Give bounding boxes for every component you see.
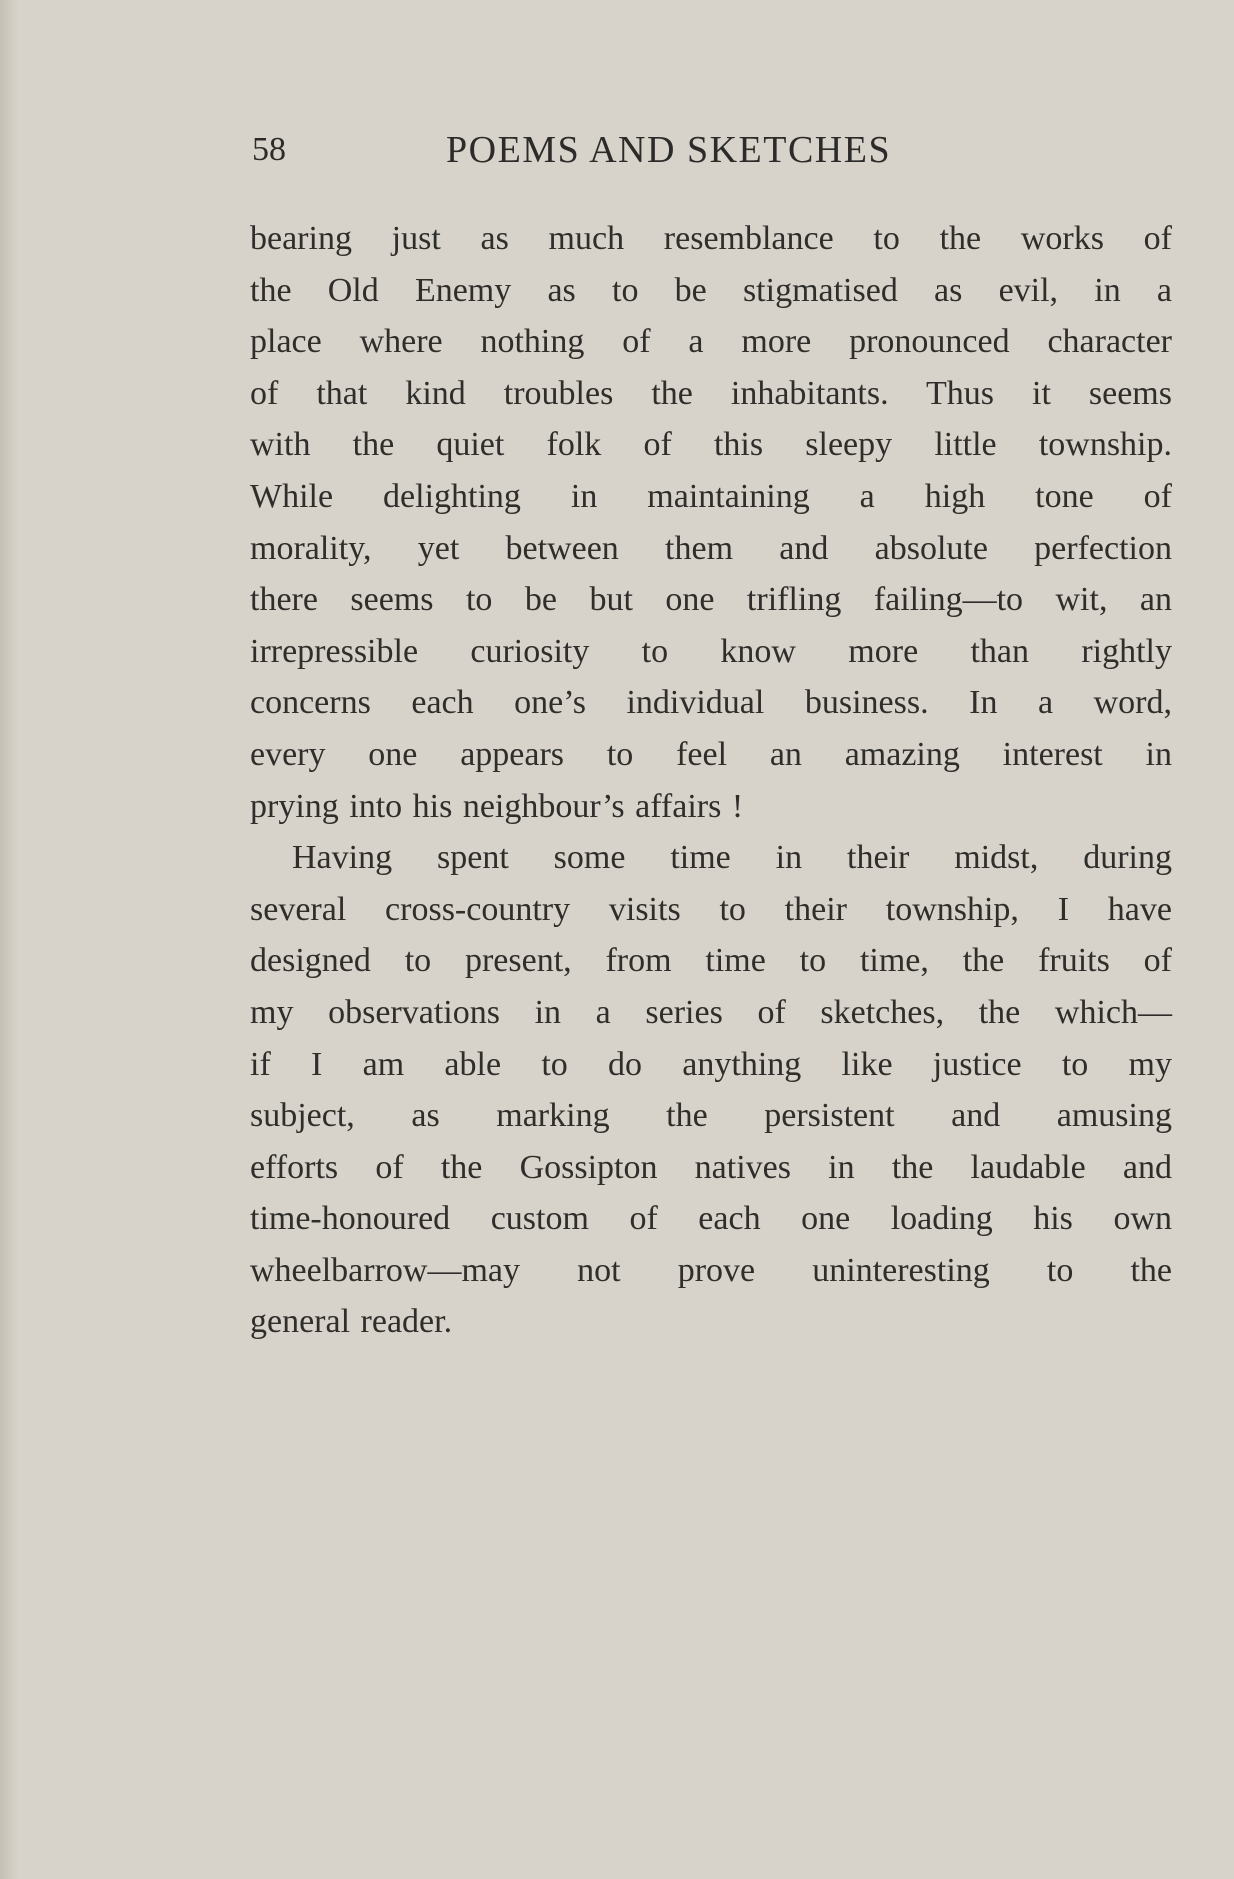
paragraph [250,832,1172,1348]
text-line: morality, yet between them and absolute perfection [250,529,1172,567]
text-line: general reader. [250,1303,453,1341]
body-text [250,213,1172,1348]
text-line: the Old Enemy as to be stigmatised as evil, in a [250,271,1172,309]
text-line: irrepressible curiosity to know more than rightly [250,632,1172,670]
text-line: with the quiet folk of this sleepy little township. [250,426,1172,464]
text-line: While delighting in maintaining a high tone of [250,477,1172,515]
running-head [252,126,982,182]
text-line: wheelbarrow—may not prove uninteresting to the [250,1251,1172,1289]
text-line: designed to present, from time to time, the fruits of [250,942,1172,980]
text-line: subject, as marking the persistent and amusing [250,1097,1172,1135]
text-line: of that kind troubles the inhabitants. Thus it seems [250,374,1172,412]
text-line: bearing just as much resemblance to the works of [250,220,1172,257]
text-line: time-honoured custom of each one loading his own [250,1200,1172,1238]
text-line: there seems to be but one trifling failing—to wit, an [250,581,1172,619]
text-line: efforts of the Gossipton natives in the laudable and [250,1148,1172,1186]
text-line: if I am able to do anything like justice to my [250,1045,1172,1083]
page-number: 58 [252,131,286,168]
text-line: Having spent some time in their midst, during [292,839,1172,877]
text-line: place where nothing of a more pronounced character [250,323,1172,361]
paragraph [250,213,1172,832]
text-line: every one appears to feel an amazing interest in [250,735,1172,773]
running-title: POEMS AND SKETCHES [446,129,892,171]
text-line: several cross-country visits to their township, I have [250,890,1172,928]
text-line: concerns each one’s individual business. In a word, [250,684,1172,722]
text-line: prying into his neighbour’s affairs ! [250,787,744,825]
text-line: my observations in a series of sketches, the which— [250,993,1172,1031]
page-gutter [0,0,18,1879]
